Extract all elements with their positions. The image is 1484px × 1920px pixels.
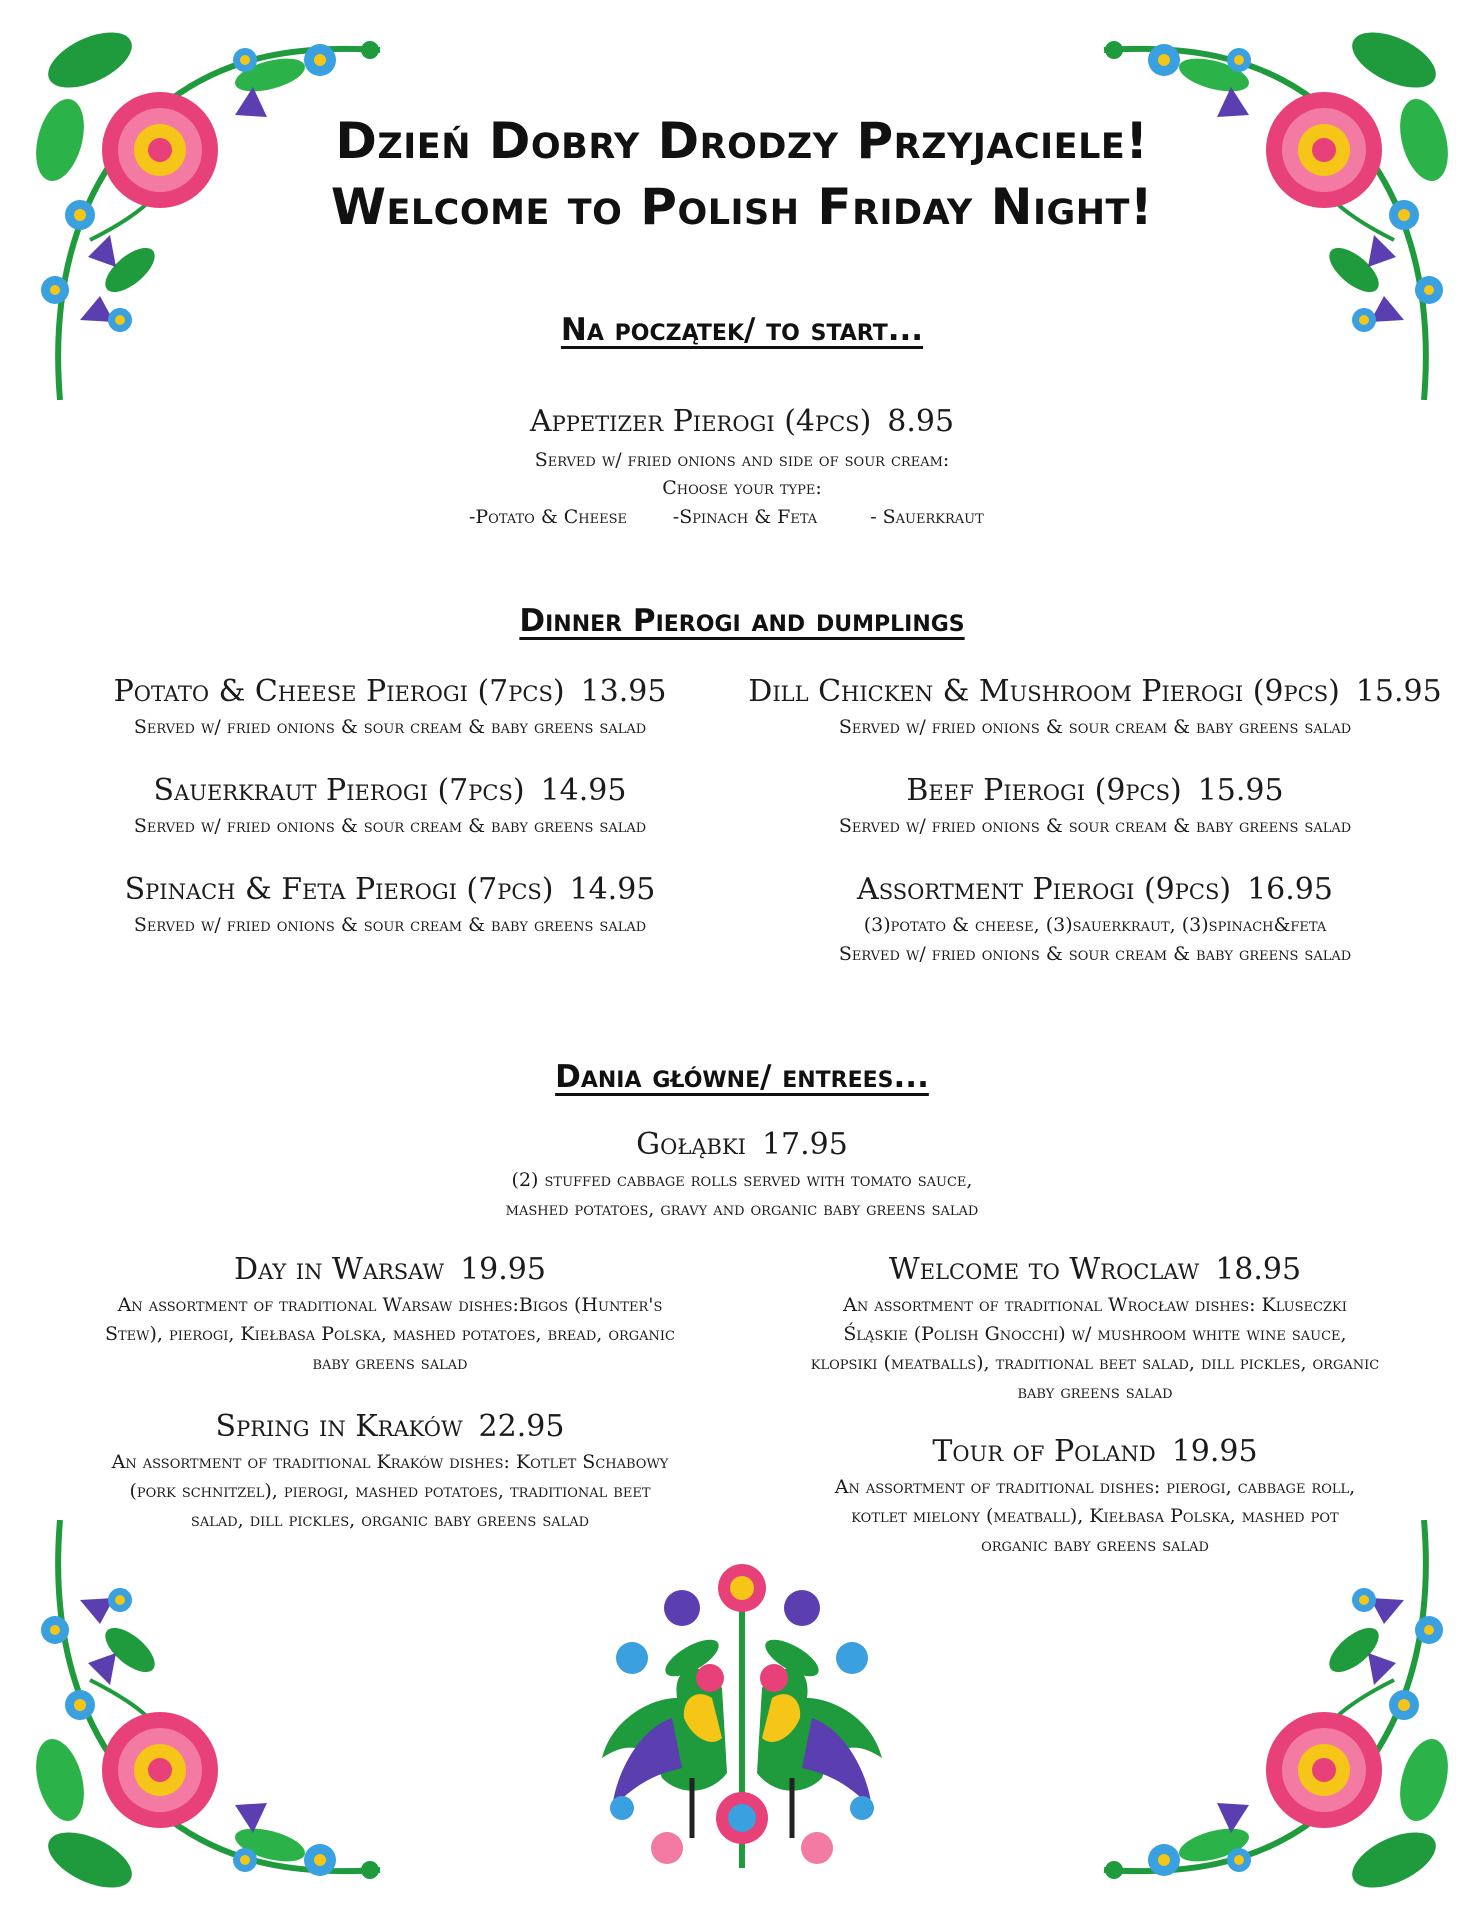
dinner-item-beef [745,773,1445,809]
item-price: 16.95 [1247,872,1333,907]
dinner-item-dill-chicken-mushroom [745,674,1445,710]
item-description-line: kotlet mielony (meatball), Kiełbasa Polska, mashed pot [851,1505,1339,1527]
entree-spring-in-krakow [40,1409,740,1445]
item-description-line: baby greens salad [1017,1381,1173,1403]
welcome-heading-polish: Dzień Dobry Drodzy Przyjaciele! [335,112,1149,170]
item-price: 19.95 [1171,1434,1258,1469]
item-price: 22.95 [478,1409,565,1444]
item-description-line: salad, dill pickles, organic baby greens salad [190,1509,590,1531]
dinner-item-assortment [745,872,1445,908]
item-description: Served w/ fried onions & sour cream & baby greens salad [838,815,1352,837]
item-description-line: (2) stuffed cabbage rolls served with tomato sauce, [511,1169,973,1191]
item-name: Spring in Kraków [215,1409,463,1444]
item-price: 13.95 [580,674,667,709]
dinner-item-potato-cheese [60,674,720,710]
item-description: Served w/ fried onions & sour cream & baby greens salad [133,716,647,738]
item-description-line: An assortment of traditional Wrocław dishes: Kluseczki [843,1294,1347,1316]
appetizer-option-spinach-feta: -Spinach & Feta [672,506,818,528]
item-description-contents: (3)potato & cheese, (3)sauerkraut, (3)spinach&feta [863,914,1327,936]
item-price: 8.95 [887,404,955,439]
appetizer-option-sauerkraut: - Sauerkraut [870,506,984,528]
item-description-line: Śląskie (Polish Gnocchi) w/ mushroom white wine sauce, [843,1323,1347,1345]
item-name: Beef Pierogi (9pcs) [906,773,1182,808]
item-description-line: (pork schnitzel), pierogi, mashed potatoes, traditional beet [129,1480,651,1502]
item-description: Served w/ fried onions & sour cream & baby greens salad [133,914,647,936]
item-price: 15.95 [1355,674,1442,709]
item-price: 14.95 [540,773,627,808]
rooster-folk-art-ornament [572,1548,912,1888]
item-description-line: baby greens salad [312,1352,468,1374]
item-description-line: An assortment of traditional dishes: pierogi, cabbage roll, [834,1476,1356,1498]
item-name: Gołąbki [636,1127,746,1162]
item-description: Served w/ fried onions & sour cream & baby greens salad [133,815,647,837]
item-name: Tour of Poland [932,1434,1156,1469]
item-name: Assortment Pierogi (9pcs) [857,872,1232,907]
item-description-line: An assortment of traditional Kraków dishes: Kotlet Schabowy [111,1451,669,1473]
item-name: Sauerkraut Pierogi (7pcs) [153,773,525,808]
item-price: 18.95 [1215,1252,1302,1287]
item-name: Appetizer Pierogi (4pcs) [529,404,872,439]
item-description-line: klopsiki (meatballs), traditional beet salad, dill pickles, organic [810,1352,1380,1374]
item-price: 14.95 [569,872,656,907]
entree-tour-of-poland [745,1434,1445,1470]
item-name: Day in Warsaw [234,1252,445,1287]
item-description-line: An assortment of traditional Warsaw dishes:Bigos (Hunter's [117,1294,663,1316]
welcome-heading-english: Welcome to Polish Friday Night! [330,178,1154,236]
item-description-line: organic baby greens salad [981,1534,1209,1556]
entree-welcome-to-wroclaw [745,1252,1445,1288]
entree-golabki [0,1127,1484,1163]
dinner-item-spinach-feta [60,872,720,908]
appetizer-pierogi [0,404,1484,440]
entree-day-in-warsaw [40,1252,740,1288]
section-title-start: Na początek/ to start... [560,312,924,348]
appetizer-description: Served w/ fried onions and side of sour cream: [534,449,950,471]
section-title-dinner: Dinner Pierogi and dumplings [519,603,965,639]
appetizer-choose-type: Choose your type: [662,477,822,499]
section-title-entrees: Dania główne/ entrees... [555,1059,929,1095]
dinner-item-sauerkraut [60,773,720,809]
item-description: Served w/ fried onions & sour cream & baby greens salad [838,716,1352,738]
item-description-line: mashed potatoes, gravy and organic baby greens salad [505,1198,979,1220]
item-price: 17.95 [761,1127,848,1162]
item-name: Dill Chicken & Mushroom Pierogi (9pcs) [748,674,1340,709]
floral-corner-bottom-left [20,1520,400,1900]
appetizer-option-potato-cheese: -Potato & Cheese [468,506,628,528]
item-name: Welcome to Wroclaw [888,1252,1200,1287]
floral-corner-bottom-right [1084,1520,1464,1900]
item-price: 19.95 [460,1252,546,1287]
item-name: Potato & Cheese Pierogi (7pcs) [113,674,565,709]
item-description-line: Stew), pierogi, Kiełbasa Polska, mashed potatoes, bread, organic [104,1323,675,1345]
item-price: 15.95 [1197,773,1284,808]
item-description: Served w/ fried onions & sour cream & baby greens salad [838,943,1352,965]
item-name: Spinach & Feta Pierogi (7pcs) [124,872,554,907]
